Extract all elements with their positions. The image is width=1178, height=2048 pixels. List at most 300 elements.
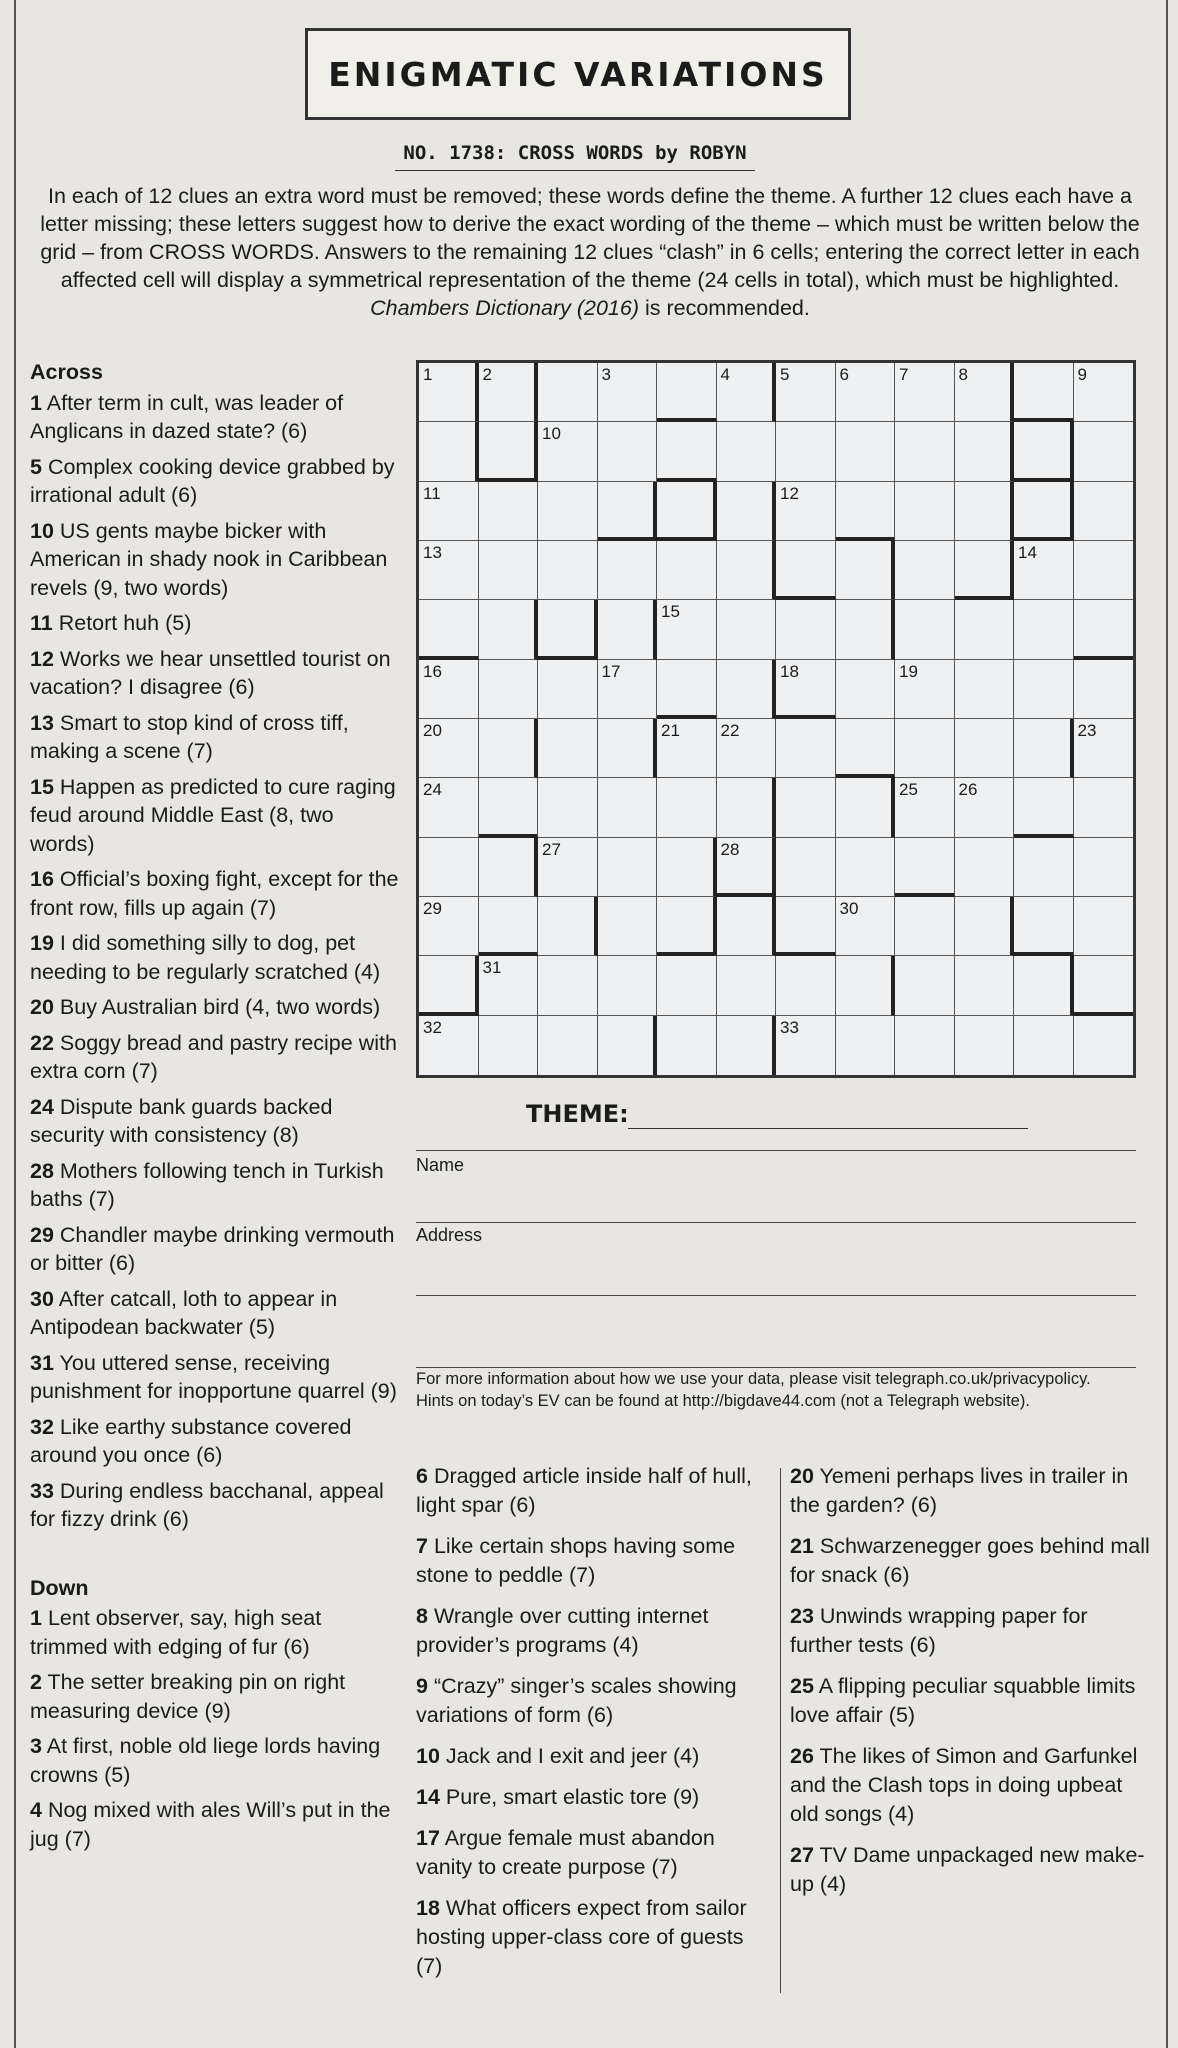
clue-number: 33 — [30, 1478, 54, 1503]
grid-cell[interactable] — [657, 897, 717, 956]
name-field-line[interactable] — [416, 1222, 1136, 1223]
grid-cell[interactable] — [776, 660, 836, 719]
clue-number: 9 — [416, 1674, 428, 1698]
clue-number: 27 — [790, 1843, 814, 1867]
grid-cell[interactable] — [538, 541, 598, 600]
grid-cell[interactable] — [598, 600, 658, 659]
grid-cell[interactable] — [776, 482, 836, 541]
clues-left-column — [30, 358, 402, 1860]
grid-cell[interactable] — [1014, 660, 1074, 719]
clue-number: 13 — [30, 710, 54, 735]
grid-cell[interactable] — [717, 956, 777, 1015]
name-label: Name — [416, 1155, 465, 1175]
grid-cell[interactable] — [657, 482, 717, 541]
clue-number: 7 — [416, 1534, 428, 1558]
cell-number: 19 — [899, 661, 918, 681]
preamble-main: In each of 12 clues an extra word must be removed; these words define the theme. A further 12 clues each have a letter missing; these letters suggest how to derive the exact wording of the theme – which must be written below the grid – from CROSS WORDS. Answers to the remaining 12 clues “clash” in 6 cells; entering the correct letter in each affected cell will display a symmetrical representation of the theme (24 cells in total), which must be highlighted. — [40, 184, 1140, 292]
cell-number: 29 — [423, 899, 442, 918]
clue-text: “Crazy” singer’s scales showing variations of form (6) — [416, 1674, 737, 1727]
puzzle-number-line: NO. 1738: CROSS WORDS by ROBYN — [395, 142, 755, 171]
grid-cell[interactable] — [657, 422, 717, 481]
grid-cell[interactable] — [895, 778, 955, 837]
clue-text: What officers expect from sailor hosting upper-class core of guests (7) — [416, 1896, 747, 1978]
grid-cell[interactable] — [479, 541, 539, 600]
grid-cell[interactable] — [1014, 482, 1074, 541]
down-clue-20 — [790, 1462, 1150, 1520]
grid-cell[interactable] — [955, 600, 1015, 659]
grid-cell[interactable] — [1074, 838, 1134, 897]
grid-cell[interactable] — [895, 719, 955, 778]
clue-text: Buy Australian bird (4, two words) — [53, 995, 381, 1019]
grid-cell[interactable] — [836, 956, 896, 1015]
grid-cell[interactable] — [1074, 1016, 1134, 1075]
clue-number: 10 — [30, 518, 54, 543]
clue-number: 8 — [416, 1604, 428, 1628]
clue-number: 19 — [30, 931, 54, 955]
hints-text: Hints on today’s EV can be found at http://bigdave44.com (not a Telegraph website). — [416, 1392, 1030, 1410]
grid-cell[interactable] — [598, 1016, 658, 1075]
grid-cell[interactable] — [598, 660, 658, 719]
grid-cell[interactable] — [895, 600, 955, 659]
grid-cell[interactable] — [1014, 897, 1074, 956]
clue-number: 17 — [416, 1826, 440, 1850]
cell-number: 6 — [839, 365, 849, 384]
across-clue-33 — [30, 1477, 402, 1534]
grid-cell[interactable] — [717, 363, 777, 422]
grid-cell[interactable] — [1014, 600, 1074, 659]
down-clue-23 — [790, 1602, 1150, 1660]
clue-number: 1 — [30, 390, 42, 415]
clue-text: TV Dame unpackaged new make-up (4) — [790, 1843, 1145, 1896]
grid-cell[interactable] — [598, 541, 658, 600]
grid-cell[interactable] — [419, 719, 479, 778]
grid-cell[interactable] — [717, 482, 777, 541]
grid-cell[interactable] — [955, 422, 1015, 481]
down-clue-6 — [416, 1462, 771, 1520]
clue-text: A flipping peculiar squabble limits love affair (5) — [790, 1674, 1136, 1727]
clue-text: At first, noble old liege lords having crowns (5) — [30, 1734, 381, 1787]
clue-text: Schwarzenegger goes behind mall for snack (6) — [790, 1534, 1150, 1587]
cell-number: 22 — [720, 721, 740, 740]
clue-text: Argue female must abandon vanity to create purpose (7) — [416, 1826, 715, 1879]
grid-cell[interactable] — [717, 838, 777, 897]
grid-cell[interactable] — [598, 838, 658, 897]
clue-number: 29 — [30, 1222, 54, 1247]
cell-number: 28 — [720, 839, 740, 859]
cell-number: 15 — [661, 602, 680, 622]
down-clue-25 — [790, 1672, 1150, 1730]
grid-cell[interactable] — [1074, 363, 1134, 422]
across-clue-28 — [30, 1157, 402, 1214]
cell-number: 9 — [1077, 365, 1087, 384]
grid-cell[interactable] — [1074, 422, 1134, 481]
preamble-end: is recommended. — [638, 296, 810, 320]
cell-number: 2 — [482, 365, 492, 384]
down-clue-27 — [790, 1841, 1150, 1899]
down-clue-list-right — [790, 1462, 1150, 1911]
across-clue-22 — [30, 1029, 402, 1086]
across-clue-12 — [30, 645, 402, 702]
grid-cell[interactable] — [657, 660, 717, 719]
privacy-text: For more information about how we use your data, please visit telegraph.co.uk/privacypolicy. — [416, 1370, 1091, 1388]
grid-cell[interactable] — [598, 778, 658, 837]
clue-number: 11 — [30, 611, 53, 635]
clue-text: Official’s boxing fight, except for the front row, fills up again (7) — [30, 867, 399, 920]
grid-cell[interactable] — [538, 482, 598, 541]
grid-cell[interactable] — [538, 363, 598, 422]
clue-text: Unwinds wrapping paper for further tests (6) — [790, 1604, 1088, 1657]
across-clue-13 — [30, 709, 402, 766]
address-field-line[interactable] — [416, 1295, 1136, 1296]
grid-cell[interactable] — [538, 422, 598, 481]
grid-cell[interactable] — [955, 541, 1015, 600]
across-clue-list — [30, 389, 402, 1534]
grid-cell[interactable] — [1074, 897, 1134, 956]
grid-cell[interactable] — [776, 1016, 836, 1075]
grid-cell[interactable] — [836, 600, 896, 659]
clue-number: 5 — [30, 454, 42, 479]
clue-text: After term in cult, was leader of Anglicans in dazed state? (6) — [30, 390, 344, 443]
grid-cell[interactable] — [717, 1016, 777, 1075]
cell-number: 18 — [780, 661, 799, 681]
grid-cell[interactable] — [955, 363, 1015, 422]
grid-cell[interactable] — [955, 897, 1015, 956]
grid-cell[interactable] — [538, 956, 598, 1015]
clue-text: Smart to stop kind of cross tiff, making a scene (7) — [30, 710, 349, 763]
cell-number: 11 — [423, 483, 441, 503]
grid-cell[interactable] — [955, 482, 1015, 541]
grid-cell[interactable] — [836, 1016, 896, 1075]
down-clue-7 — [416, 1532, 771, 1590]
grid-cell[interactable] — [538, 719, 598, 778]
down-clue-14 — [416, 1783, 771, 1812]
cell-number: 31 — [482, 958, 502, 978]
cell-number: 23 — [1077, 721, 1097, 740]
down-clue-21 — [790, 1532, 1150, 1590]
cell-number: 17 — [601, 661, 621, 681]
grid-cell[interactable] — [419, 838, 479, 897]
grid-cell[interactable] — [776, 422, 836, 481]
grid-cell[interactable] — [836, 363, 896, 422]
across-clue-19 — [30, 929, 402, 986]
grid-cell[interactable] — [538, 897, 598, 956]
cell-number: 30 — [839, 899, 859, 918]
clue-text: Dragged article inside half of hull, light spar (6) — [416, 1464, 752, 1517]
cell-number: 33 — [780, 1017, 799, 1037]
crossword-grid[interactable] — [416, 360, 1136, 1078]
grid-cell[interactable] — [657, 600, 717, 659]
grid-cell[interactable] — [479, 600, 539, 659]
grid-cell[interactable] — [895, 897, 955, 956]
grid-cell[interactable] — [1014, 719, 1074, 778]
across-clue-1 — [30, 389, 402, 446]
down-clue-9 — [416, 1672, 771, 1730]
clue-text: US gents maybe bicker with American in shady nook in Caribbean revels (9, two words) — [30, 518, 388, 600]
cell-number: 10 — [542, 424, 561, 444]
clue-number: 28 — [30, 1158, 54, 1183]
grid-cell[interactable] — [717, 719, 777, 778]
cell-number: 20 — [423, 721, 442, 740]
clue-text: During endless bacchanal, appeal for fizzy drink (6) — [30, 1478, 384, 1531]
grid-cell[interactable] — [479, 719, 539, 778]
grid-cell[interactable] — [836, 482, 896, 541]
cell-number: 16 — [423, 661, 442, 681]
clue-text: Nog mixed with ales Will’s put in the jug (7) — [30, 1798, 391, 1851]
cell-number: 24 — [423, 780, 442, 800]
grid-cell[interactable] — [479, 778, 539, 837]
grid-cell[interactable] — [1074, 600, 1134, 659]
grid-cell[interactable] — [479, 956, 539, 1015]
clue-text: I did something silly to dog, pet needing to be regularly scratched (4) — [30, 931, 381, 984]
across-clue-32 — [30, 1413, 402, 1470]
grid-cell[interactable] — [955, 778, 1015, 837]
grid-cell[interactable] — [895, 660, 955, 719]
grid-cell[interactable] — [1014, 778, 1074, 837]
clue-number: 31 — [30, 1350, 54, 1375]
grid-cell[interactable] — [419, 363, 479, 422]
grid-cell[interactable] — [717, 660, 777, 719]
across-clue-5 — [30, 453, 402, 510]
grid-cell[interactable] — [598, 956, 658, 1015]
grid-cell[interactable] — [776, 719, 836, 778]
grid-cell[interactable] — [895, 1016, 955, 1075]
grid-cell[interactable] — [895, 482, 955, 541]
grid-cell[interactable] — [1074, 660, 1134, 719]
across-heading: Across — [30, 360, 103, 384]
grid-cell[interactable] — [895, 838, 955, 897]
clue-number: 10 — [416, 1744, 440, 1768]
grid-cell[interactable] — [419, 541, 479, 600]
clue-number: 2 — [30, 1670, 42, 1694]
down-clue-4 — [30, 1796, 402, 1853]
grid-cell[interactable] — [598, 482, 658, 541]
grid-cell[interactable] — [657, 1016, 717, 1075]
cell-number: 32 — [423, 1017, 442, 1037]
cell-number: 13 — [423, 543, 442, 562]
clue-number: 23 — [790, 1604, 814, 1628]
grid-cell[interactable] — [657, 541, 717, 600]
clue-text: Jack and I exit and jeer (4) — [439, 1744, 700, 1768]
grid-cell[interactable] — [717, 422, 777, 481]
grid-cell[interactable] — [419, 482, 479, 541]
clue-number: 32 — [30, 1414, 54, 1439]
grid-cell[interactable] — [1074, 482, 1134, 541]
grid-cell[interactable] — [479, 1016, 539, 1075]
down-clue-17 — [416, 1824, 771, 1882]
down-heading: Down — [30, 1575, 89, 1600]
preamble — [40, 182, 1140, 322]
clue-number: 20 — [790, 1464, 814, 1488]
clue-text: Lent observer, say, high seat trimmed with edging of fur (6) — [30, 1606, 322, 1659]
grid-cell[interactable] — [955, 1016, 1015, 1075]
clue-text: You uttered sense, receiving punishment for inopportune quarrel (9) — [30, 1350, 397, 1403]
down-clue-26 — [790, 1742, 1150, 1829]
clue-text: The likes of Simon and Garfunkel and the Clash tops in doing upbeat old songs (4) — [790, 1744, 1138, 1826]
clue-number: 20 — [30, 995, 54, 1019]
column-divider — [780, 1468, 781, 1993]
clue-text: Pure, smart elastic tore (9) — [439, 1785, 700, 1809]
clue-number: 18 — [416, 1896, 440, 1920]
grid-cell[interactable] — [419, 660, 479, 719]
clue-text: Works we hear unsettled tourist on vacation? I disagree (6) — [30, 646, 391, 699]
grid-cell[interactable] — [955, 956, 1015, 1015]
grid-cell[interactable] — [1014, 363, 1074, 422]
grid-cell[interactable] — [419, 897, 479, 956]
grid-cell[interactable] — [1014, 422, 1074, 481]
grid-cell[interactable] — [1014, 541, 1074, 600]
cell-number: 27 — [542, 839, 561, 859]
grid-cell[interactable] — [419, 422, 479, 481]
clue-number: 12 — [30, 646, 54, 671]
grid-cell[interactable] — [776, 956, 836, 1015]
across-clue-15 — [30, 773, 402, 859]
grid-cell[interactable] — [479, 363, 539, 422]
grid-cell[interactable] — [717, 778, 777, 837]
info-block — [416, 1368, 1156, 1412]
cell-number: 5 — [780, 365, 790, 384]
grid-cell[interactable] — [955, 719, 1015, 778]
grid-cell[interactable] — [955, 838, 1015, 897]
grid-cell[interactable] — [598, 719, 658, 778]
clue-number: 30 — [30, 1286, 54, 1311]
clue-text: Soggy bread and pastry recipe with extra corn (7) — [30, 1030, 397, 1083]
grid-cell[interactable] — [419, 956, 479, 1015]
grid-cell[interactable] — [479, 897, 539, 956]
grid-cell[interactable] — [776, 600, 836, 659]
grid-cell[interactable] — [836, 778, 896, 837]
grid-cell[interactable] — [836, 422, 896, 481]
grid-cell[interactable] — [479, 422, 539, 481]
grid-cell[interactable] — [895, 956, 955, 1015]
grid-cell[interactable] — [717, 541, 777, 600]
puzzle-title: ENIGMATIC VARIATIONS — [305, 28, 851, 120]
across-clue-30 — [30, 1285, 402, 1342]
grid-cell[interactable] — [1014, 1016, 1074, 1075]
grid-cell[interactable] — [717, 897, 777, 956]
clue-text: Happen as predicted to cure raging feud around Middle East (8, two words) — [30, 774, 396, 856]
grid-cell[interactable] — [479, 660, 539, 719]
address-label: Address — [416, 1225, 483, 1245]
grid-cell[interactable] — [895, 541, 955, 600]
across-clue-16 — [30, 865, 402, 922]
grid-cell[interactable] — [1074, 778, 1134, 837]
cell-number: 1 — [423, 365, 433, 384]
grid-cell[interactable] — [955, 660, 1015, 719]
grid-cell[interactable] — [1014, 956, 1074, 1015]
down-clue-list — [30, 1604, 402, 1853]
grid-cell[interactable] — [836, 541, 896, 600]
grid-cell[interactable] — [479, 838, 539, 897]
cell-number: 3 — [601, 365, 611, 384]
grid-cell[interactable] — [598, 422, 658, 481]
clue-number: 26 — [790, 1744, 814, 1768]
grid-cell[interactable] — [776, 541, 836, 600]
clue-text: Like earthy substance covered around you once (6) — [30, 1414, 352, 1467]
clue-text: Complex cooking device grabbed by irrational adult (6) — [30, 454, 395, 507]
grid-cell[interactable] — [657, 363, 717, 422]
grid-cell[interactable] — [538, 600, 598, 659]
clue-text: Wrangle over cutting internet provider’s programs (4) — [416, 1604, 709, 1657]
down-clue-1 — [30, 1604, 402, 1661]
clue-text: Chandler maybe drinking vermouth or bitter (6) — [30, 1222, 395, 1275]
grid-cell[interactable] — [836, 838, 896, 897]
clue-number: 15 — [30, 774, 54, 799]
clue-text: The setter breaking pin on right measuring device (9) — [30, 1670, 346, 1723]
cell-number: 26 — [958, 780, 978, 800]
clue-number: 6 — [416, 1464, 428, 1488]
grid-cell[interactable] — [1074, 719, 1134, 778]
theme-label: THEME: — [526, 1100, 629, 1128]
cell-number: 8 — [958, 365, 968, 384]
cell-number: 25 — [899, 780, 918, 800]
grid-cell[interactable] — [776, 778, 836, 837]
grid-cell[interactable] — [776, 363, 836, 422]
grid-cell[interactable] — [776, 838, 836, 897]
grid-cell[interactable] — [836, 897, 896, 956]
grid-cell[interactable] — [776, 897, 836, 956]
clue-text: Like certain shops having some stone to peddle (7) — [416, 1534, 736, 1587]
across-clue-29 — [30, 1221, 402, 1278]
grid-cell[interactable] — [419, 1016, 479, 1075]
down-clue-18 — [416, 1894, 771, 1981]
clue-number: 22 — [30, 1030, 54, 1055]
grid-cell[interactable] — [419, 778, 479, 837]
grid-cell[interactable] — [657, 956, 717, 1015]
grid-cell[interactable] — [1074, 541, 1134, 600]
down-clue-list-middle — [416, 1462, 771, 1993]
across-clue-31 — [30, 1349, 402, 1406]
across-clue-20 — [30, 993, 402, 1022]
grid-cell[interactable] — [538, 838, 598, 897]
theme-answer-line[interactable] — [628, 1128, 1028, 1129]
across-clue-10 — [30, 517, 402, 603]
down-clue-10 — [416, 1742, 771, 1771]
grid-cell[interactable] — [895, 363, 955, 422]
grid-cell[interactable] — [538, 1016, 598, 1075]
grid-cell[interactable] — [598, 363, 658, 422]
grid-cell[interactable] — [479, 482, 539, 541]
grid-cell[interactable] — [657, 838, 717, 897]
clue-text: Mothers following tench in Turkish baths (7) — [30, 1158, 384, 1211]
grid-cell[interactable] — [538, 778, 598, 837]
clue-number: 16 — [30, 867, 54, 891]
grid-cell[interactable] — [717, 600, 777, 659]
grid-cell[interactable] — [836, 660, 896, 719]
clue-number: 3 — [30, 1734, 42, 1758]
preamble-reference: Chambers Dictionary (2016) — [370, 296, 639, 320]
down-clue-8 — [416, 1602, 771, 1660]
grid-cell[interactable] — [657, 778, 717, 837]
cell-number: 12 — [780, 483, 799, 503]
grid-cell[interactable] — [657, 719, 717, 778]
across-clue-11 — [30, 609, 402, 638]
across-clue-24 — [30, 1093, 402, 1150]
grid-cell[interactable] — [538, 660, 598, 719]
grid-cell[interactable] — [598, 897, 658, 956]
clue-text: Dispute bank guards backed security with consistency (8) — [30, 1094, 333, 1147]
clue-number: 24 — [30, 1094, 54, 1119]
grid-cell[interactable] — [1074, 956, 1134, 1015]
clue-number: 25 — [790, 1674, 814, 1698]
clue-text: Yemeni perhaps lives in trailer in the garden? (6) — [790, 1464, 1129, 1517]
clue-text: Retort huh (5) — [52, 611, 192, 635]
clue-number: 14 — [416, 1785, 440, 1809]
grid-cell[interactable] — [836, 719, 896, 778]
grid-cell[interactable] — [895, 422, 955, 481]
grid-cell[interactable] — [1014, 838, 1074, 897]
grid-cell[interactable] — [419, 600, 479, 659]
cell-number: 7 — [899, 365, 909, 384]
